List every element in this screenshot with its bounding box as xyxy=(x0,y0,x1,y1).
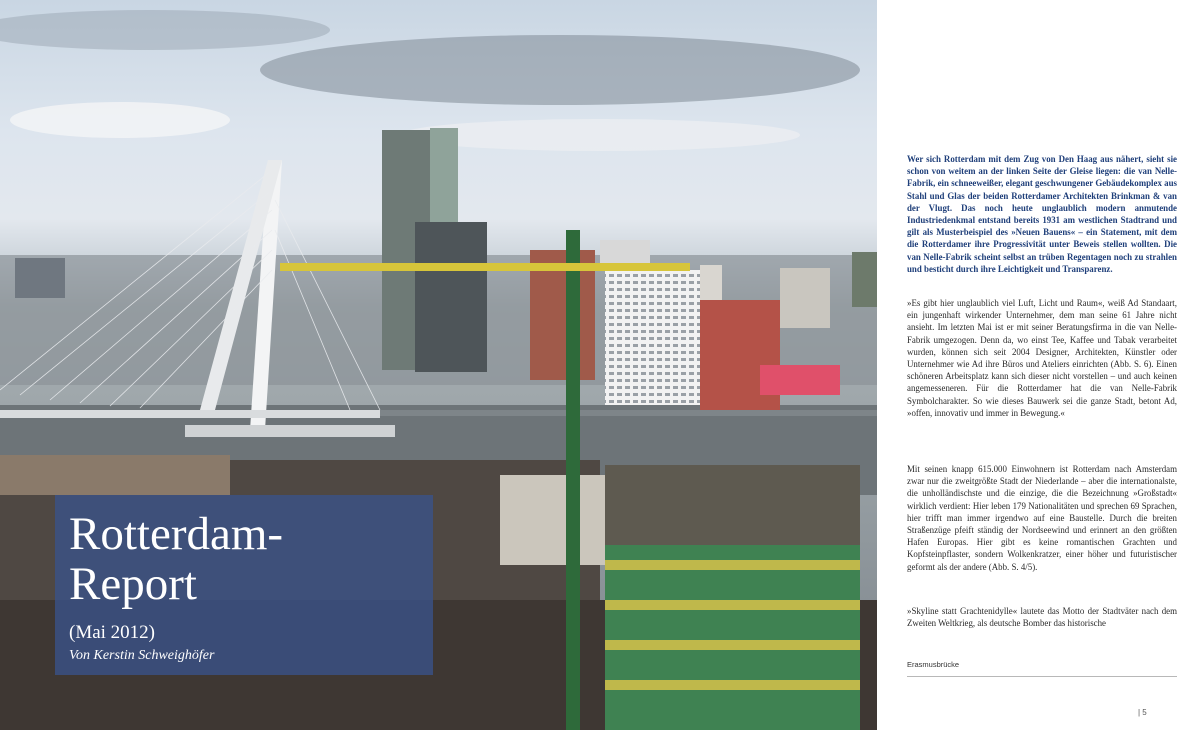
page-number: | 5 xyxy=(1138,708,1147,717)
report-author: Von Kerstin Schweighöfer xyxy=(69,648,215,663)
body-paragraph-2: Mit seinen knapp 615.000 Einwohnern ist Rotterdam nach Amsterdam zwar nur die zweitgrößte Stadt der Niederlande – aber die internationalste, die unholländischste und die einzige, die die Bezeichnung »Großstadt« wirklich verdient: Hier leben 179 Nationalitäten und sprechen 69 Sprachen, hier trifft man immer irgendwo auf eine Baustelle. Durch die breiten Straßenzüge pfeift ständig der Nordseewind und erinnert an den größten Hafen Europas. Hier gibt es keine romantischen Grachten und Kopfsteinpflaster, sondern Wolkenkratzer, einer höher und futuristischer geformt als der andere (Abb. S. 4/5). xyxy=(907,464,1177,572)
photo-caption: Erasmusbrücke xyxy=(907,660,960,669)
report-title: Rotterdam- Report xyxy=(69,508,284,610)
title-overlay xyxy=(55,495,433,675)
report-date: (Mai 2012) xyxy=(69,622,156,643)
caption-divider xyxy=(907,676,1177,677)
body-paragraph-3: »Skyline statt Grachtenidylle« lautete das Motto der Stadtväter nach dem Zweiten Weltkrieg, als deutsche Bomber das historische xyxy=(907,606,1177,629)
lead-paragraph: Wer sich Rotterdam mit dem Zug von Den Haag aus nähert, sieht sie schon von weitem an der linken Seite der Gleise liegen: die van Nelle-Fabrik, ein schneeweißer, elegant geschwungener Gebäudekomplex aus Stahl und Glas der beiden Rotterdamer Architekten Brinkman & van der Vlugt. Das noch heute unglaublich modern anmutende Industriedenkmal entstand bereits 1931 am westlichen Stadtrand und gilt als Musterbeispiel des »Neuen Bauens« – ein Statement, mit dem die Rotterdamer ihre Progressivität unter Beweis stellen wollten. Die van Nelle-Fabrik scheint selbst an trüben Regentagen noch zu strahlen und besticht durch ihre Leichtigkeit und Transparenz. xyxy=(907,154,1177,274)
body-paragraph-1: »Es gibt hier unglaublich viel Luft, Licht und Raum«, weiß Ad Standaart, ein jungenhaft wirkender Unternehmer, dem man seine 61 Jahre nicht ansieht. Im letzten Mai ist er mit seiner Beratungsfirma in die van Nelle-Fabrik umgezogen. Denn da, wo einst Tee, Kaffee und Tabak verarbeitet wurden, können sich seit 2004 Designer, Architekten, Künstler oder Unternehmer wie Ad ihre Büros und Ateliers einrichten (Abb. S. 6). Einen schöneren Arbeitsplatz kann sich dieser nicht vorstellen – und auch keinen angemesseneren. Für die Rotterdamer hat die van Nelle-Fabrik Symbolcharakter. So wie dieses Bauwerk sei die ganze Stadt, betont Ad, »offen, innovativ und immer in Bewegung.« xyxy=(907,298,1177,418)
text-page xyxy=(877,0,1200,730)
